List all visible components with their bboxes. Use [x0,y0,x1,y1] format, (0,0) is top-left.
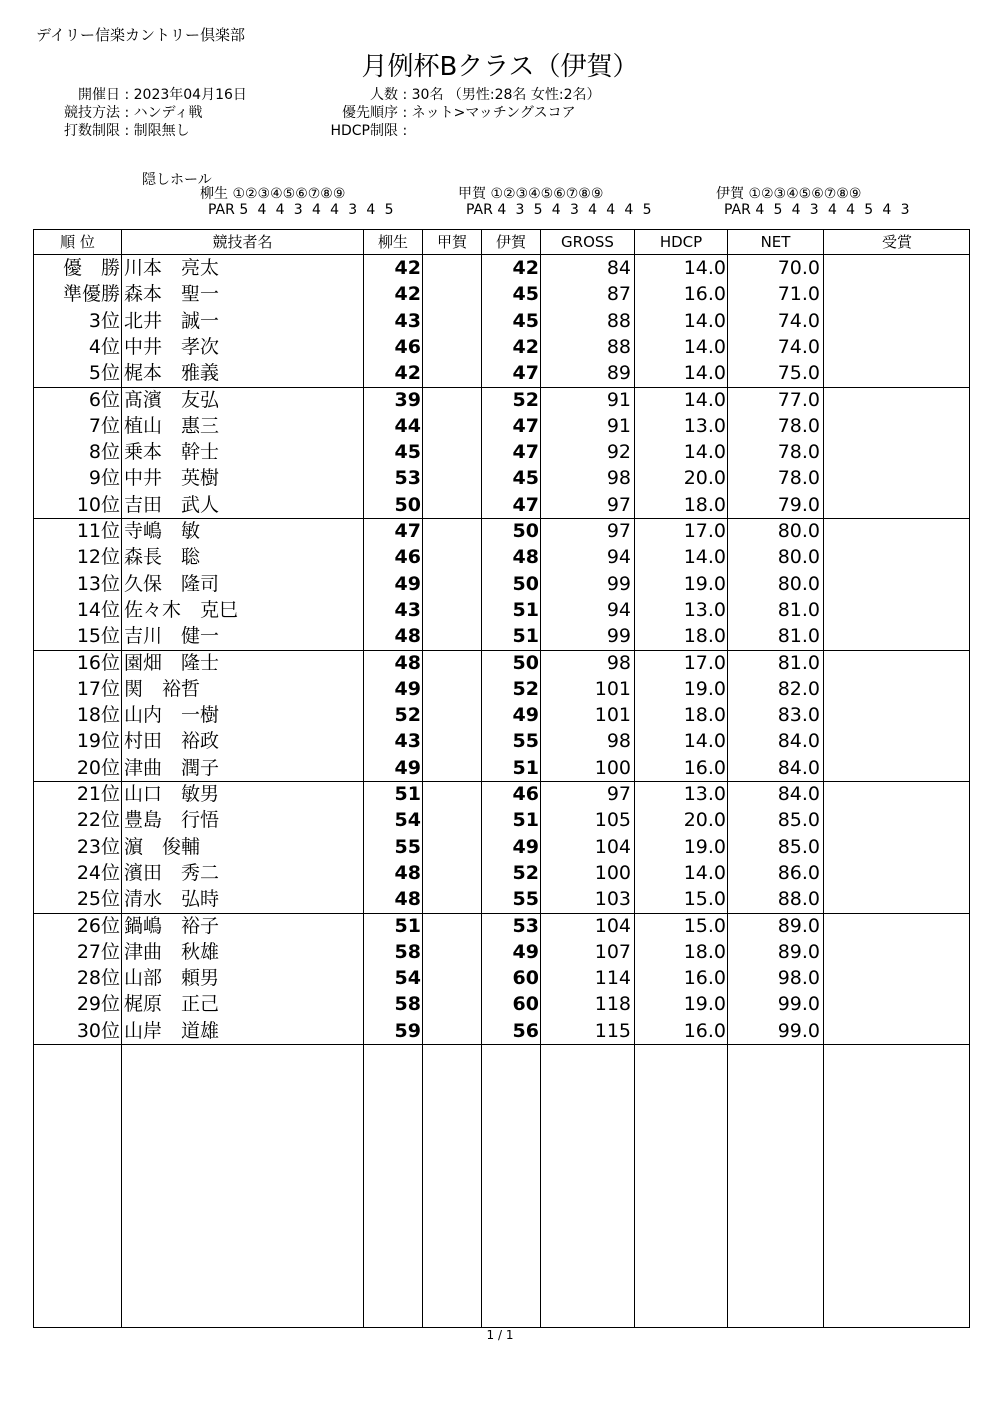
course-koka [458,186,654,218]
row-net: 84.0 [777,730,820,753]
row-hdcp: 14.0 [683,335,726,358]
course-iga [716,186,912,218]
row-net: 83.0 [777,704,820,727]
row-hdcp: 20.0 [683,809,726,832]
group-divider [34,781,969,782]
row-gross: 88 [606,309,631,332]
row-score-yagyu: 54 [394,967,421,990]
row-score-iga: 49 [512,704,539,727]
row-net: 80.0 [777,546,820,569]
row-rank: 7位 [88,414,120,437]
hidden-holes-label: 隠しホール [142,172,212,188]
row-score-iga: 60 [512,967,539,990]
row-player: 山岸 道雄 [124,1019,220,1042]
row-gross: 103 [594,888,631,911]
row-net: 82.0 [777,677,820,700]
row-net: 85.0 [777,809,820,832]
row-player: 植山 惠三 [124,414,220,437]
row-score-yagyu: 51 [394,783,421,805]
row-player: 髙濱 友弘 [124,388,220,411]
row-net: 85.0 [777,835,820,858]
course-name: 伊賀 [716,186,744,202]
page-title: 月例杯Bクラス（伊賀） [361,52,639,82]
header-yagyu: 柳生 [377,233,408,251]
row-score-iga: 45 [512,309,539,332]
row-rank: 14位 [76,598,120,621]
row-gross: 91 [606,414,631,437]
row-score-yagyu: 46 [394,335,421,358]
row-hdcp: 18.0 [683,940,726,963]
row-hdcp: 16.0 [683,756,726,779]
priority-label: 優先順序 [342,105,398,121]
header-net: NET [760,233,791,251]
row-gross: 97 [606,493,631,516]
row-score-yagyu: 48 [394,625,421,648]
count-label: 人数 [370,87,398,103]
row-rank: 28位 [76,967,120,990]
row-gross: 98 [606,730,631,753]
method-label: 競技方法 [64,105,120,121]
row-gross: 84 [606,257,631,279]
row-hdcp: 18.0 [683,493,726,516]
row-hdcp: 20.0 [683,467,726,490]
row-rank: 26位 [76,914,120,937]
row-player: 村田 裕政 [124,730,220,753]
row-player: 山部 頼男 [124,967,220,990]
row-gross: 91 [606,388,631,411]
row-score-yagyu: 44 [394,414,421,437]
row-gross: 99 [606,625,631,648]
row-hdcp: 18.0 [683,704,726,727]
row-score-iga: 48 [512,546,539,569]
header-hdcp: HDCP [659,233,703,251]
row-net: 99.0 [777,993,820,1016]
row-hdcp: 13.0 [683,783,726,805]
row-hdcp: 16.0 [683,283,726,306]
row-score-yagyu: 43 [394,730,421,753]
row-score-iga: 55 [512,888,539,911]
row-net: 77.0 [777,388,820,411]
par-values: 4 3 5 4 3 4 4 4 5 [497,202,654,218]
par-values: 5 4 4 3 4 4 3 4 5 [239,202,396,218]
row-hdcp: 16.0 [683,1019,726,1042]
row-score-iga: 45 [512,283,539,306]
row-score-iga: 55 [512,730,539,753]
row-hdcp: 14.0 [683,861,726,884]
row-net: 84.0 [777,783,820,805]
row-hdcp: 19.0 [683,572,726,595]
row-rank: 10位 [76,493,120,516]
par-label: PAR [466,202,493,218]
row-rank: 優 勝 [62,257,120,279]
row-score-yagyu: 53 [394,467,421,490]
results-table [33,229,970,1328]
row-score-yagyu: 48 [394,651,421,674]
row-net: 80.0 [777,572,820,595]
row-rank: 21位 [76,783,120,805]
row-score-yagyu: 55 [394,835,421,858]
count-value: 30名 （男性:28名 女性:2名） [411,87,601,103]
row-score-yagyu: 58 [394,940,421,963]
group-divider [34,650,969,651]
row-score-yagyu: 52 [394,704,421,727]
group-divider [34,387,969,388]
row-rank: 5位 [88,362,120,385]
row-rank: 24位 [76,861,120,884]
row-gross: 89 [606,362,631,385]
row-score-iga: 49 [512,835,539,858]
date-label: 開催日 [78,87,120,103]
col-divider [121,230,122,1327]
row-net: 74.0 [777,335,820,358]
row-score-iga: 51 [512,756,539,779]
row-rank: 25位 [76,888,120,911]
row-player: 梶本 雅義 [124,362,220,385]
header-rank: 順 位 [60,233,95,251]
row-hdcp: 17.0 [683,520,726,542]
row-player: 吉田 武人 [124,493,220,516]
row-net: 89.0 [777,940,820,963]
course-holes: ①②③④⑤⑥⑦⑧⑨ [490,186,604,202]
row-player: 森長 聡 [124,546,201,569]
row-score-iga: 50 [512,651,539,674]
row-score-yagyu: 48 [394,861,421,884]
par-label: PAR [724,202,751,218]
row-net: 78.0 [777,467,820,490]
row-gross: 104 [594,914,631,937]
row-gross: 99 [606,572,631,595]
header-iga: 伊賀 [495,233,526,251]
row-score-yagyu: 58 [394,993,421,1016]
row-net: 86.0 [777,861,820,884]
row-score-yagyu: 49 [394,756,421,779]
row-player: 関 裕哲 [124,677,201,700]
row-hdcp: 15.0 [683,888,726,911]
row-rank: 9位 [88,467,120,490]
row-rank: 29位 [76,993,120,1016]
row-score-iga: 52 [512,388,539,411]
row-score-iga: 52 [512,861,539,884]
row-player: 中井 孝次 [124,335,220,358]
row-player: 園畑 隆士 [124,651,220,674]
row-player: 梶原 正己 [124,993,220,1016]
row-hdcp: 15.0 [683,914,726,937]
info-right: 人数 : 30名 （男性:28名 女性:2名） 優先順序 : ネット>マッチングスコア HDCP制限 : [290,86,601,140]
row-player: 津曲 秋雄 [124,940,220,963]
row-player: 北井 誠一 [124,309,220,332]
row-score-iga: 47 [512,362,539,385]
row-score-iga: 47 [512,414,539,437]
row-score-iga: 51 [512,625,539,648]
row-player: 森本 聖一 [124,283,220,306]
row-gross: 114 [594,967,631,990]
row-net: 81.0 [777,598,820,621]
row-net: 75.0 [777,362,820,385]
row-gross: 100 [594,861,631,884]
row-score-yagyu: 49 [394,677,421,700]
row-net: 71.0 [777,283,820,306]
row-score-iga: 53 [512,914,539,937]
row-score-yagyu: 42 [394,362,421,385]
row-rank: 15位 [76,625,120,648]
row-gross: 87 [606,283,631,306]
row-net: 78.0 [777,414,820,437]
row-score-iga: 42 [512,335,539,358]
row-rank: 8位 [88,441,120,464]
row-rank: 11位 [76,520,120,542]
row-score-yagyu: 51 [394,914,421,937]
row-score-yagyu: 45 [394,441,421,464]
row-score-iga: 51 [512,809,539,832]
row-score-yagyu: 59 [394,1019,421,1042]
row-hdcp: 16.0 [683,967,726,990]
row-score-iga: 47 [512,441,539,464]
row-score-iga: 45 [512,467,539,490]
priority-value: ネット>マッチングスコア [411,105,576,121]
row-hdcp: 14.0 [683,257,726,279]
row-rank: 23位 [76,835,120,858]
row-rank: 6位 [88,388,120,411]
row-hdcp: 13.0 [683,598,726,621]
par-label: PAR [208,202,235,218]
group-divider [34,1044,969,1045]
row-score-yagyu: 46 [394,546,421,569]
row-player: 吉川 健一 [124,625,220,648]
row-gross: 100 [594,756,631,779]
row-hdcp: 14.0 [683,441,726,464]
page-number: 1 / 1 [486,1328,514,1342]
row-player: 川本 亮太 [124,257,220,279]
row-score-yagyu: 47 [394,520,421,542]
row-hdcp: 17.0 [683,651,726,674]
row-gross: 118 [594,993,631,1016]
course-name: 甲賀 [458,186,486,202]
row-net: 99.0 [777,1019,820,1042]
row-gross: 98 [606,651,631,674]
col-divider [422,230,423,1327]
header-gross: GROSS [561,233,614,251]
row-score-iga: 51 [512,598,539,621]
row-gross: 107 [594,940,631,963]
header-player: 競技者名 [212,233,273,251]
row-net: 98.0 [777,967,820,990]
row-player: 津曲 潤子 [124,756,220,779]
row-player: 佐々木 克巳 [124,598,239,621]
row-gross: 94 [606,546,631,569]
row-gross: 101 [594,704,631,727]
row-hdcp: 13.0 [683,414,726,437]
row-score-iga: 52 [512,677,539,700]
row-score-yagyu: 54 [394,809,421,832]
row-score-iga: 46 [512,783,539,805]
row-player: 豊島 行悟 [124,809,220,832]
row-score-iga: 47 [512,493,539,516]
limit-label: 打数制限 [64,123,120,139]
row-net: 84.0 [777,756,820,779]
row-score-yagyu: 42 [394,257,421,279]
row-rank: 20位 [76,756,120,779]
row-gross: 92 [606,441,631,464]
row-hdcp: 14.0 [683,309,726,332]
row-score-iga: 50 [512,520,539,542]
row-rank: 16位 [76,651,120,674]
limit-value: 制限無し [133,123,190,139]
row-score-yagyu: 49 [394,572,421,595]
row-hdcp: 18.0 [683,625,726,648]
method-value: ハンディ戦 [133,105,203,121]
row-gross: 105 [594,809,631,832]
group-divider [34,913,969,914]
row-score-iga: 42 [512,257,539,279]
row-gross: 101 [594,677,631,700]
row-net: 81.0 [777,625,820,648]
row-hdcp: 19.0 [683,835,726,858]
row-player: 清水 弘時 [124,888,220,911]
row-net: 81.0 [777,651,820,674]
row-player: 乗本 幹士 [124,441,220,464]
row-rank: 30位 [76,1019,120,1042]
row-player: 寺嶋 敏 [124,520,201,542]
row-player: 山口 敏男 [124,783,220,805]
row-rank: 27位 [76,940,120,963]
row-score-yagyu: 43 [394,598,421,621]
course-name: 柳生 [200,186,228,202]
row-hdcp: 19.0 [683,677,726,700]
date-value: 2023年04月16日 [133,87,247,103]
row-player: 濵 俊輔 [124,835,201,858]
row-score-iga: 50 [512,572,539,595]
row-score-yagyu: 50 [394,493,421,516]
row-hdcp: 14.0 [683,388,726,411]
course-yagyu [200,186,396,218]
row-net: 78.0 [777,441,820,464]
row-score-yagyu: 43 [394,309,421,332]
row-hdcp: 14.0 [683,546,726,569]
row-score-yagyu: 48 [394,888,421,911]
par-values: 4 5 4 3 4 4 5 4 3 [755,202,912,218]
col-divider [823,230,824,1327]
row-player: 久保 隆司 [124,572,220,595]
row-net: 79.0 [777,493,820,516]
row-score-iga: 49 [512,940,539,963]
course-holes: ①②③④⑤⑥⑦⑧⑨ [232,186,346,202]
hdcp-limit-label: HDCP制限 [330,123,398,139]
row-player: 鍋嶋 裕子 [124,914,220,937]
info-left: 開催日 : 2023年04月16日 競技方法 : ハンディ戦 打数制限 : 制限無し [44,86,247,140]
row-score-iga: 60 [512,993,539,1016]
row-rank: 13位 [76,572,120,595]
row-hdcp: 14.0 [683,362,726,385]
row-player: 濱田 秀二 [124,861,220,884]
row-net: 89.0 [777,914,820,937]
row-rank: 準優勝 [62,283,120,306]
row-rank: 17位 [76,677,120,700]
club-name: デイリー信楽カントリー倶楽部 [36,26,245,44]
row-score-yagyu: 42 [394,283,421,306]
row-rank: 22位 [76,809,120,832]
row-gross: 115 [594,1019,631,1042]
row-gross: 88 [606,335,631,358]
row-gross: 94 [606,598,631,621]
row-player: 中井 英樹 [124,467,220,490]
row-rank: 3位 [88,309,120,332]
row-gross: 98 [606,467,631,490]
row-gross: 97 [606,783,631,805]
row-hdcp: 19.0 [683,993,726,1016]
row-player: 山内 一樹 [124,704,220,727]
row-rank: 19位 [76,730,120,753]
header-koka: 甲賀 [436,233,467,251]
row-score-yagyu: 39 [394,388,421,411]
row-score-iga: 56 [512,1019,539,1042]
row-gross: 104 [594,835,631,858]
group-divider [34,518,969,519]
row-rank: 18位 [76,704,120,727]
row-net: 88.0 [777,888,820,911]
row-net: 74.0 [777,309,820,332]
row-rank: 12位 [76,546,120,569]
header-award: 受賞 [881,233,912,251]
row-net: 70.0 [777,257,820,279]
row-rank: 4位 [88,335,120,358]
row-net: 80.0 [777,520,820,542]
row-hdcp: 14.0 [683,730,726,753]
course-holes: ①②③④⑤⑥⑦⑧⑨ [748,186,862,202]
row-gross: 97 [606,520,631,542]
